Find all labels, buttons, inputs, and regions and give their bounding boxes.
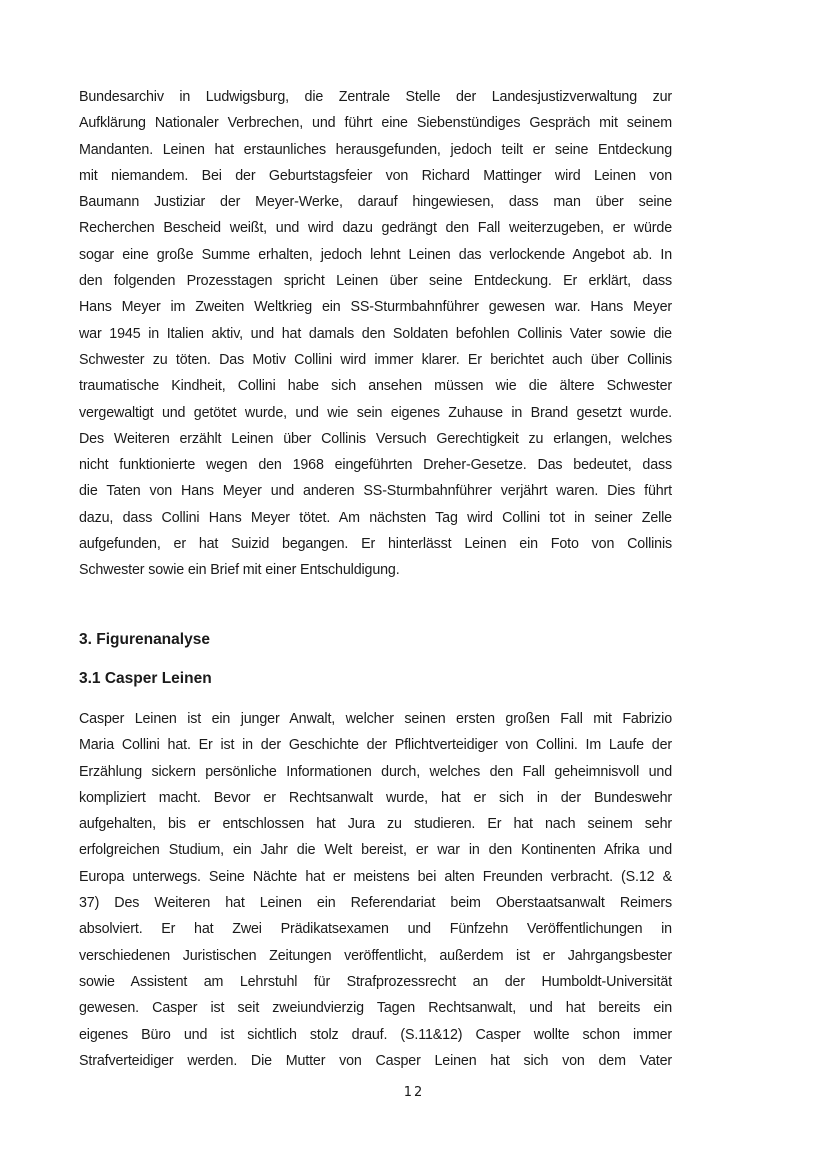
- text-line: Erzählung sickern persönliche Informationen durch, welches den Fall geheimnisvoll und: [79, 763, 672, 780]
- text-line: verschiedenen Juristischen Zeitungen veröffentlicht, außerdem ist er Jahrgangsbester: [79, 947, 672, 964]
- text-line: Schwester sowie ein Brief mit einer Entschuldigung.: [79, 562, 400, 579]
- text-line: Des Weiteren erzählt Leinen über Collinis Versuch Gerechtigkeit zu erlangen, welches: [79, 430, 672, 447]
- text-line: Recherchen Bescheid weißt, und wird dazu gedrängt den Fall weiterzugeben, er würde: [79, 220, 672, 237]
- text-line: Bundesarchiv in Ludwigsburg, die Zentrale Stelle der Landesjustizverwaltung zur: [79, 89, 672, 105]
- paragraph-casper-leinen: [79, 706, 672, 1074]
- subsection-heading: 3.1 Casper Leinen: [79, 670, 212, 687]
- text-line: dazu, dass Collini Hans Meyer tötet. Am nächsten Tag wird Collini tot in seiner Zelle: [79, 509, 672, 526]
- text-line: vergewaltigt und getötet wurde, und wie sein eigenes Zuhause in Brand gesetzt wurde.: [79, 404, 672, 421]
- text-line: kompliziert macht. Bevor er Rechtsanwalt wurde, hat er sich in der Bundeswehr: [79, 789, 672, 806]
- text-line: Hans Meyer im Zweiten Weltkrieg ein SS-Sturmbahnführer gewesen war. Hans Meyer: [79, 299, 672, 316]
- text-line: die Taten von Hans Meyer und anderen SS-Sturmbahnführer verjährt waren. Dies führt: [79, 483, 672, 500]
- text-line: den folgenden Prozesstagen spricht Leinen über seine Entdeckung. Er erklärt, dass: [79, 273, 672, 290]
- text-line: Mandanten. Leinen hat erstaunliches herausgefunden, jedoch teilt er seine Entdeckung: [79, 141, 672, 158]
- text-line: aufgehalten, bis er entschlossen hat Jura zu studieren. Er hat nach seinem sehr: [79, 816, 672, 833]
- text-line: absolviert. Er hat Zwei Prädikatsexamen und Fünfzehn Veröffentlichungen in: [79, 921, 672, 938]
- text-line: Schwester zu töten. Das Motiv Collini wird immer klarer. Er berichtet auch über Collinis: [79, 351, 672, 368]
- page-number: 12: [403, 1085, 425, 1100]
- text-line: sogar eine große Summe erhalten, jedoch lehnt Leinen das verlockende Angebot ab. In: [79, 246, 672, 263]
- section-heading: 3. Figurenanalyse: [79, 631, 210, 648]
- text-line: aufgefunden, er hat Suizid begangen. Er hinterlässt Leinen ein Foto von Collinis: [79, 536, 672, 553]
- text-line: Baumann Justiziar der Meyer-Werke, darauf hingewiesen, dass man über seine: [79, 194, 672, 211]
- text-line: traumatische Kindheit, Collini habe sich ansehen müssen wie die ältere Schwester: [79, 378, 672, 395]
- text-line: Aufklärung Nationaler Verbrechen, und führt eine Siebenstündiges Gespräch mit seinem: [79, 115, 672, 132]
- text-line: erfolgreichen Studium, ein Jahr die Welt bereist, er war in den Kontinenten Afrika und: [79, 842, 672, 859]
- text-line: war 1945 in Italien aktiv, und hat damals den Soldaten befohlen Collinis Vater sowie die: [79, 325, 672, 342]
- text-line: sowie Assistent am Lehrstuhl für Strafprozessrecht an der Humboldt-Universität: [79, 973, 672, 990]
- text-line: Europa unterwegs. Seine Nächte hat er meistens bei alten Freunden verbracht. (S.12 &: [79, 868, 672, 885]
- text-line: gewesen. Casper ist seit zweiundvierzig Tagen Rechtsanwalt, und hat bereits ein: [79, 1000, 672, 1017]
- text-line: Casper Leinen ist ein junger Anwalt, welcher seinen ersten großen Fall mit Fabrizio: [79, 711, 672, 727]
- paragraph-plot-summary: [79, 84, 672, 584]
- text-line: nicht funktionierte wegen den 1968 eingeführten Dreher-Gesetze. Das bedeutet, dass: [79, 457, 672, 474]
- text-line: eigenes Büro und ist sichtlich stolz drauf. (S.11&12) Casper wollte schon immer: [79, 1026, 672, 1043]
- text-line: Maria Collini hat. Er ist in der Geschichte der Pflichtverteidiger von Collini. Im Laufe der: [79, 737, 672, 754]
- text-line: Strafverteidiger werden. Die Mutter von Casper Leinen hat sich von dem Vater: [79, 1052, 672, 1069]
- text-line: mit niemandem. Bei der Geburtstagsfeier von Richard Mattinger wird Leinen von: [79, 167, 672, 184]
- text-line: 37) Des Weiteren hat Leinen ein Referendariat beim Oberstaatsanwalt Reimers: [79, 895, 672, 912]
